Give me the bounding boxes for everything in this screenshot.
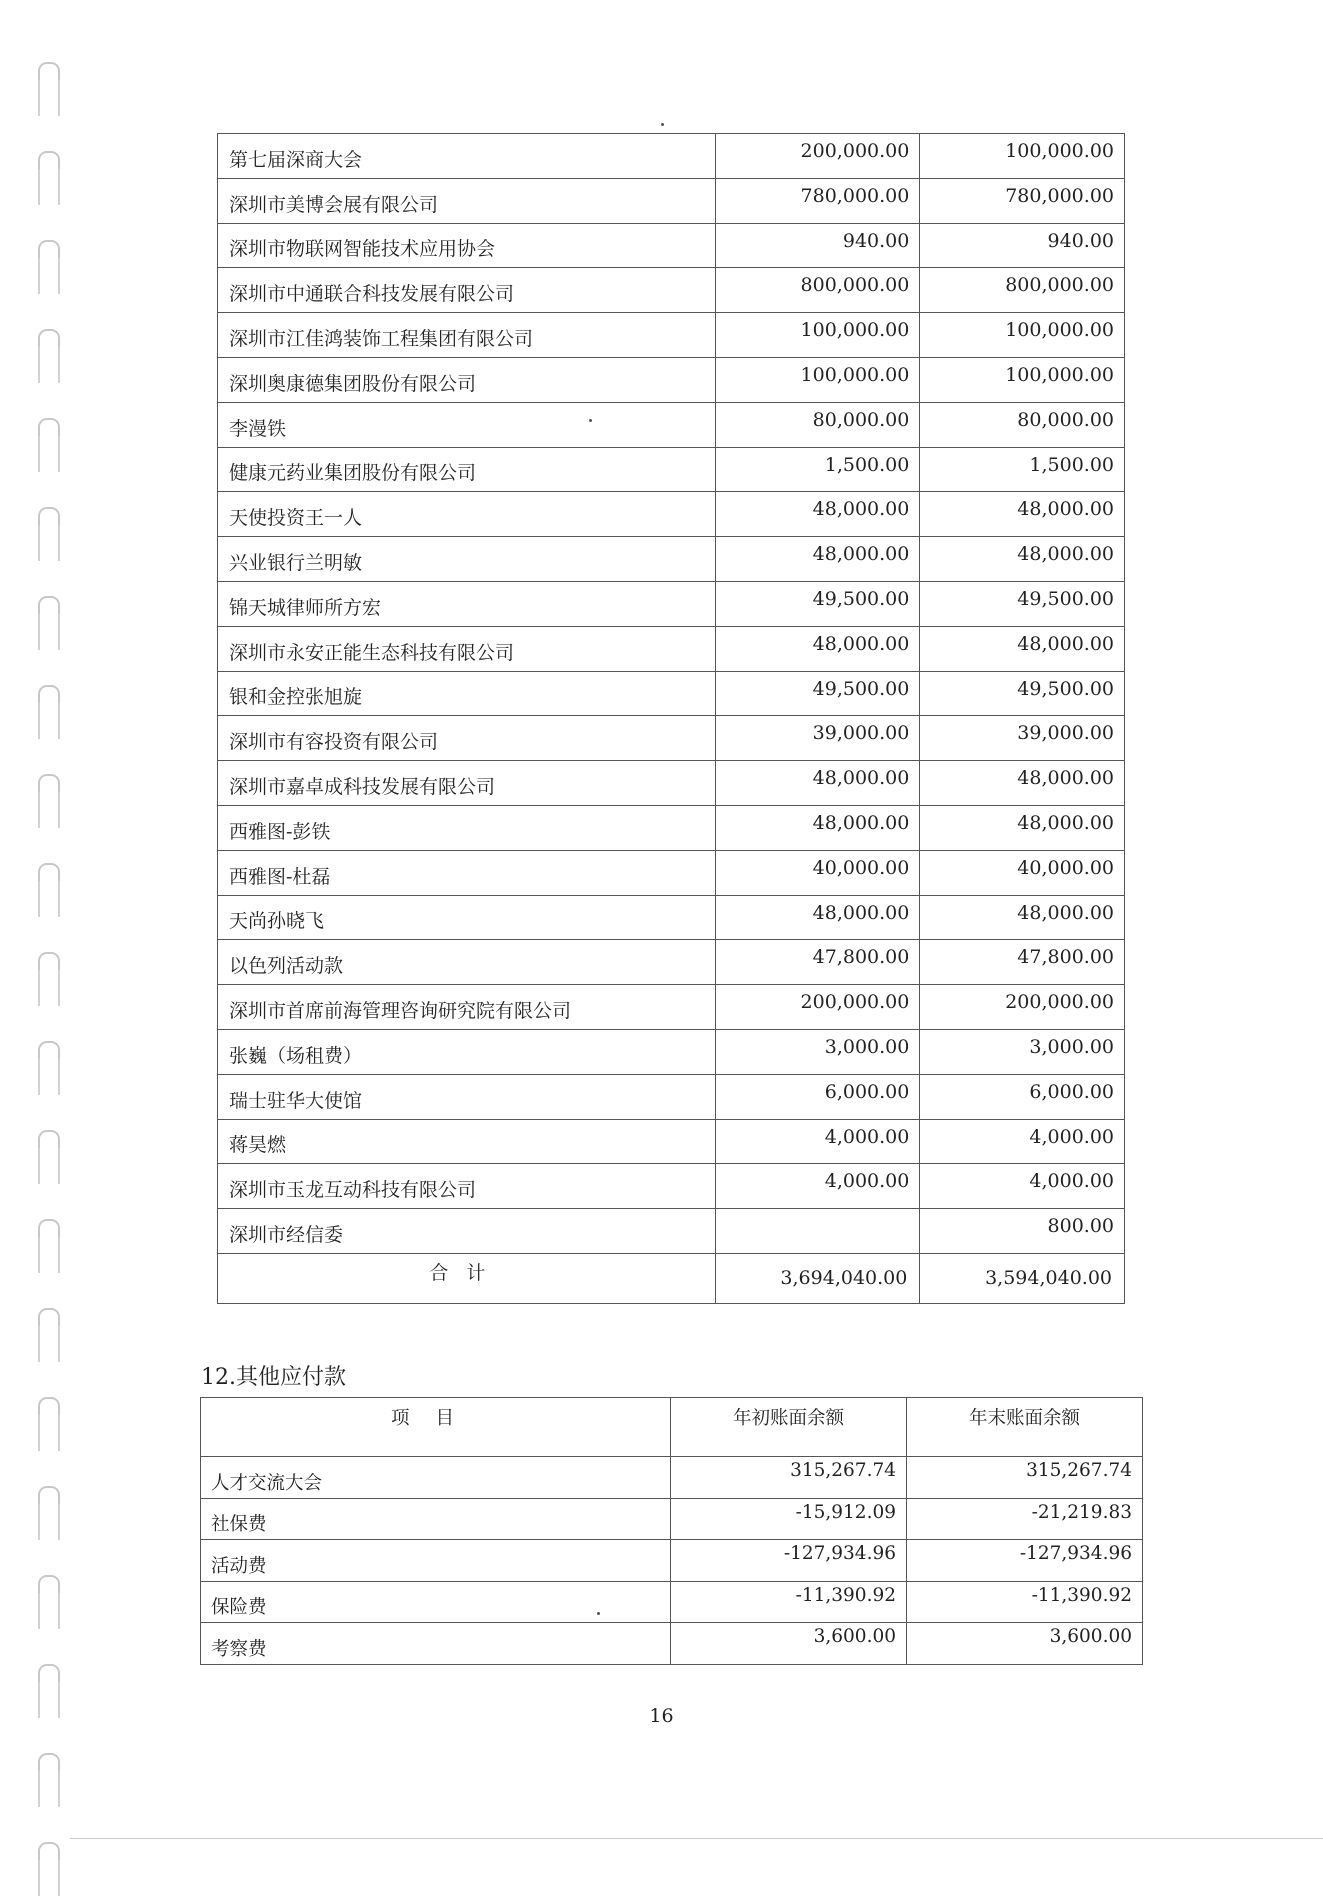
row-end: 4,000.00 (920, 1119, 1125, 1164)
row-end: 800.00 (920, 1209, 1125, 1254)
row-end: 48,000.00 (920, 895, 1125, 940)
scan-speck (589, 419, 592, 422)
row-name: 社保费 (201, 1498, 671, 1540)
binding-ring (38, 1130, 60, 1176)
table-row (218, 671, 1125, 716)
table-row (218, 716, 1125, 761)
header-row (201, 1398, 1143, 1457)
row-name: 天尚孙晓飞 (218, 895, 716, 940)
row-begin: 315,267.74 (671, 1457, 907, 1499)
row-end: 40,000.00 (920, 850, 1125, 895)
table-row (218, 1029, 1125, 1074)
row-begin: 48,000.00 (715, 805, 920, 850)
row-begin: 39,000.00 (715, 716, 920, 761)
binding-ring (38, 1575, 60, 1621)
table-row (218, 626, 1125, 671)
row-end: 48,000.00 (920, 761, 1125, 806)
row-begin: 100,000.00 (715, 357, 920, 402)
table-row (218, 805, 1125, 850)
row-end: 940.00 (920, 223, 1125, 268)
row-name: 银和金控张旭旋 (218, 671, 716, 716)
total-label: 合计 (218, 1253, 716, 1303)
row-begin: -127,934.96 (671, 1540, 907, 1582)
row-begin: 49,500.00 (715, 671, 920, 716)
row-name: 以色列活动款 (218, 940, 716, 985)
row-begin: 47,800.00 (715, 940, 920, 985)
binding-ring (38, 1397, 60, 1443)
row-name: 第七届深商大会 (218, 134, 716, 179)
binding-ring (38, 1041, 60, 1087)
table-row (218, 1074, 1125, 1119)
binding-ring (38, 1842, 60, 1888)
page-edge-line (70, 1838, 1323, 1839)
row-name: 深圳市物联网智能技术应用协会 (218, 223, 716, 268)
row-name: 考察费 (201, 1623, 671, 1665)
row-begin: 1,500.00 (715, 447, 920, 492)
binding-ring (38, 863, 60, 909)
row-end: 100,000.00 (920, 313, 1125, 358)
table-row (218, 268, 1125, 313)
table-row (218, 761, 1125, 806)
table-row (201, 1498, 1143, 1540)
table-row (218, 313, 1125, 358)
table-row (218, 447, 1125, 492)
row-end: 100,000.00 (920, 134, 1125, 179)
row-begin: 48,000.00 (715, 537, 920, 582)
row-name: 深圳市有容投资有限公司 (218, 716, 716, 761)
row-name: 深圳市玉龙互动科技有限公司 (218, 1164, 716, 1209)
row-name: 深圳奥康德集团股份有限公司 (218, 357, 716, 402)
row-end: 47,800.00 (920, 940, 1125, 985)
row-begin: 3,600.00 (671, 1623, 907, 1665)
row-end: 49,500.00 (920, 581, 1125, 626)
binding-ring (38, 329, 60, 375)
row-end: 315,267.74 (907, 1457, 1143, 1499)
table-row (218, 985, 1125, 1030)
binding-ring (38, 62, 60, 108)
row-name: 深圳市首席前海管理咨询研究院有限公司 (218, 985, 716, 1030)
binding-ring (38, 774, 60, 820)
table-row (201, 1540, 1143, 1582)
total-row (218, 1253, 1125, 1303)
row-end: 39,000.00 (920, 716, 1125, 761)
header-end: 年末账面余额 (907, 1398, 1143, 1457)
row-name: 西雅图-彭铁 (218, 805, 716, 850)
binding-ring (38, 507, 60, 553)
row-name: 张巍（场租费） (218, 1029, 716, 1074)
row-end: 780,000.00 (920, 178, 1125, 223)
total-begin: 3,694,040.00 (715, 1253, 920, 1303)
row-end: 4,000.00 (920, 1164, 1125, 1209)
binding-ring (38, 418, 60, 464)
table-row (218, 895, 1125, 940)
row-name: 深圳市中通联合科技发展有限公司 (218, 268, 716, 313)
row-end: 48,000.00 (920, 537, 1125, 582)
table-row (218, 581, 1125, 626)
row-end: 3,600.00 (907, 1623, 1143, 1665)
row-end: 48,000.00 (920, 805, 1125, 850)
row-begin: 48,000.00 (715, 761, 920, 806)
table-row (218, 402, 1125, 447)
row-name: 人才交流大会 (201, 1457, 671, 1499)
row-name: 深圳市江佳鸿装饰工程集团有限公司 (218, 313, 716, 358)
table-row (218, 1119, 1125, 1164)
row-end: 1,500.00 (920, 447, 1125, 492)
table-row (218, 1209, 1125, 1254)
row-begin: 780,000.00 (715, 178, 920, 223)
row-name: 保险费 (201, 1581, 671, 1623)
row-begin: 100,000.00 (715, 313, 920, 358)
other-payables-table (200, 1397, 1143, 1665)
row-name: 兴业银行兰明敏 (218, 537, 716, 582)
row-name: 李漫铁 (218, 402, 716, 447)
row-name: 深圳市嘉卓成科技发展有限公司 (218, 761, 716, 806)
row-end: 6,000.00 (920, 1074, 1125, 1119)
row-begin: 6,000.00 (715, 1074, 920, 1119)
binding-ring (38, 1486, 60, 1532)
row-begin: 80,000.00 (715, 402, 920, 447)
receivables-table (217, 133, 1125, 1304)
row-end: 100,000.00 (920, 357, 1125, 402)
binding-ring (38, 952, 60, 998)
row-end: -21,219.83 (907, 1498, 1143, 1540)
binding-ring (38, 1664, 60, 1710)
table-row (218, 357, 1125, 402)
row-begin: 48,000.00 (715, 895, 920, 940)
row-begin: 49,500.00 (715, 581, 920, 626)
scan-speck (597, 1612, 600, 1615)
row-end: 48,000.00 (920, 626, 1125, 671)
table-row (218, 134, 1125, 179)
table-row (218, 223, 1125, 268)
table-row (218, 178, 1125, 223)
row-name: 瑞士驻华大使馆 (218, 1074, 716, 1119)
page-number: 16 (649, 1705, 674, 1727)
header-item: 项目 (201, 1398, 671, 1457)
table-row (218, 1164, 1125, 1209)
row-begin: 3,000.00 (715, 1029, 920, 1074)
table-row (218, 537, 1125, 582)
row-begin: 200,000.00 (715, 985, 920, 1030)
row-end: 3,000.00 (920, 1029, 1125, 1074)
row-begin: 4,000.00 (715, 1119, 920, 1164)
total-end: 3,594,040.00 (920, 1253, 1125, 1303)
row-end: 48,000.00 (920, 492, 1125, 537)
row-begin: 800,000.00 (715, 268, 920, 313)
row-name: 健康元药业集团股份有限公司 (218, 447, 716, 492)
row-begin: -11,390.92 (671, 1581, 907, 1623)
row-name: 西雅图-杜磊 (218, 850, 716, 895)
header-begin: 年初账面余额 (671, 1398, 907, 1457)
binding-ring (38, 240, 60, 286)
row-end: -127,934.96 (907, 1540, 1143, 1582)
table-row (201, 1581, 1143, 1623)
table-row (218, 492, 1125, 537)
row-end: 49,500.00 (920, 671, 1125, 716)
row-begin: -15,912.09 (671, 1498, 907, 1540)
row-end: 200,000.00 (920, 985, 1125, 1030)
row-name: 锦天城律师所方宏 (218, 581, 716, 626)
scan-speck (661, 123, 664, 126)
row-begin: 48,000.00 (715, 492, 920, 537)
binding-ring (38, 596, 60, 642)
row-name: 深圳市永安正能生态科技有限公司 (218, 626, 716, 671)
binding-ring (38, 1308, 60, 1354)
table-row (218, 940, 1125, 985)
row-begin: 200,000.00 (715, 134, 920, 179)
table-row (201, 1457, 1143, 1499)
row-name: 深圳市经信委 (218, 1209, 716, 1254)
row-name: 蒋昊燃 (218, 1119, 716, 1164)
binding-ring (38, 1753, 60, 1799)
row-begin: 40,000.00 (715, 850, 920, 895)
row-name: 天使投资王一人 (218, 492, 716, 537)
row-begin (715, 1209, 920, 1254)
binding-ring (38, 151, 60, 197)
row-end: 800,000.00 (920, 268, 1125, 313)
binding-ring (38, 1219, 60, 1265)
table-row (201, 1623, 1143, 1665)
ring-binding (0, 0, 70, 1870)
row-begin: 940.00 (715, 223, 920, 268)
section-title: 12.其他应付款 (201, 1365, 346, 1390)
table-row (218, 850, 1125, 895)
row-begin: 48,000.00 (715, 626, 920, 671)
row-name: 深圳市美博会展有限公司 (218, 178, 716, 223)
row-name: 活动费 (201, 1540, 671, 1582)
row-end: -11,390.92 (907, 1581, 1143, 1623)
binding-ring (38, 685, 60, 731)
row-begin: 4,000.00 (715, 1164, 920, 1209)
row-end: 80,000.00 (920, 402, 1125, 447)
